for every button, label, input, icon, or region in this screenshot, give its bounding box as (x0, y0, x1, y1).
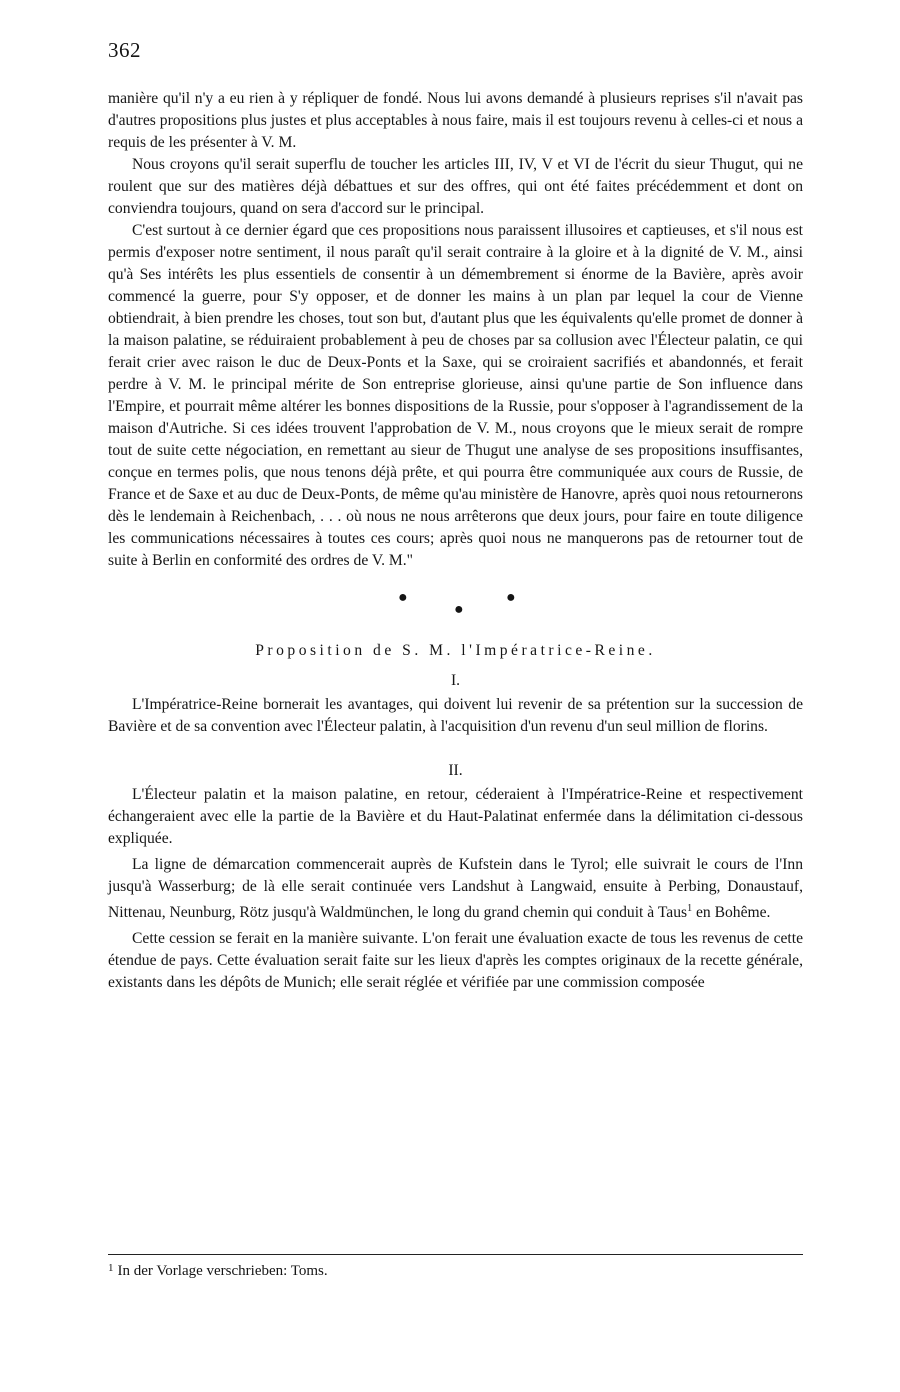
page-number: 362 (108, 38, 141, 62)
paragraph: C'est surtout à ce dernier égard que ces propositions nous paraissent illusoires et captieuses, et s'il nous est permis d'exposer notre sentiment, il nous paraît qu'il serait contraire à la gloire et à la dignité de V. M., ainsi qu'à Ses intérêts les plus essentiels de consentir à un démembrement si énorme de la Bavière, après avoir commencé la guerre, pour S'y opposer, et de donner les mains à un plan par lequel la cour de Vienne obtiendrait, à bien prendre les choses, tout son but, d'autant plus que les équivalents qu'elle promet de donner à la maison palatine, se réduiraient probablement à peu de choses par sa collusion avec l'Électeur palatin, ce qui ferait crier avec raison le duc de Deux-Ponts et la Saxe, qui se croiraient sacrifiés et abandonnés, et ferait perdre à V. M. le principal mérite de Son entreprise glorieuse, ainsi qu'une partie de Son influence dans l'Empire, et pourrait même altérer les bonnes dispositions de la Russie, pour s'opposer à l'agrandissement de la maison d'Autriche. Si ces idées trouvent l'approbation de V. M., nous croyons que le mieux serait de rompre tout de suite cette négociation, en remettant au sieur de Thugut une analyse de ses propositions insuffisantes, conçue en termes polis, que nous tenons déjà prête, et qui pourra être communiquée aux cours de Russie, de France et de Saxe et au duc de Deux-Ponts, de même qu'au ministère de Hanovre, après quoi nous retournerons dès le lendemain à Reichenbach, . . . où nous ne nous arrêterons que deux jours, pour faire en toute diligence les communications nécessaires à toutes ces cours; après quoi nous ne manquerons pas de retourner tout de suite à Berlin en conformité des ordres de V. M." (108, 222, 803, 569)
footnote-divider (108, 1254, 803, 1255)
paragraph: Nous croyons qu'il serait superflu de toucher les articles III, IV, V et VI de l'écrit du sieur Thugut, qui ne roulent que sur des matières déjà débattues et sur des offres, qui ont été faites précédemment et dont on conviendra toujours, quand on sera d'accord sur le principal. (108, 156, 803, 217)
footnote-text: In der Vorlage verschrieben: Toms. (117, 1263, 328, 1279)
footnote (108, 1258, 803, 1281)
section-heading: Proposition de S. M. l'Impératrice-Reine. (255, 642, 656, 659)
paragraph-text: en Bohême. (692, 904, 771, 922)
footnote-mark: 1 (108, 1262, 114, 1274)
main-text (108, 88, 803, 994)
paragraph: L'Impératrice-Reine bornerait les avantages, qui doivent lui revenir de sa prétention sur la succession de Bavière et de sa convention avec l'Électeur palatin, à l'acquisition d'un revenu d'un seul million de florins. (108, 696, 803, 735)
section-ornament (108, 580, 803, 628)
ornament-dot: ● (506, 589, 516, 606)
article-number: I. (450, 672, 461, 689)
footnote-reference: 1 (687, 903, 693, 914)
paragraph: L'Électeur palatin et la maison palatine, en retour, céderaient à l'Impératrice-Reine et respectivement échangeraient avec elle la partie de la Bavière et du Haut-Palatinat enfermée dans la délimitation ci-dessous expliquée. (108, 786, 803, 847)
article-number: II. (448, 762, 463, 779)
paragraph: manière qu'il n'y a eu rien à y répliquer de fondé. Nous lui avons demandé à plusieurs reprises s'il n'avait pas d'autres propositions plus justes et plus acceptables à nous faire, mais il est toujours revenu à celles-ci et nous a requis de les présenter à V. M. (108, 90, 803, 151)
paragraph (108, 854, 803, 924)
ornament-dot: ● (398, 589, 408, 606)
paragraph-text: La ligne de démarcation commencerait auprès de Kufstein dans le Tyrol; elle suivrait le cours de l'Inn jusqu'à Wasserburg; de là elle serait continuée vers Landshut à Langwaid, ensuite à Perbing, Donaustauf, Nittenau, Neunburg, Rötz jusqu'à Waldmünchen, le long du grand chemin qui conduit à Taus (108, 856, 803, 922)
paragraph: Cette cession se ferait en la manière suivante. L'on ferait une évaluation exacte de tous les revenus de cette étendue de pays. Cette évaluation serait faite sur les lieux d'après les comptes originaux de la recette générale, existants dans les dépôts de Munich; elle serait réglée et vérifiée par une commission composée (108, 930, 803, 992)
ornament-dot: ● (454, 601, 464, 618)
